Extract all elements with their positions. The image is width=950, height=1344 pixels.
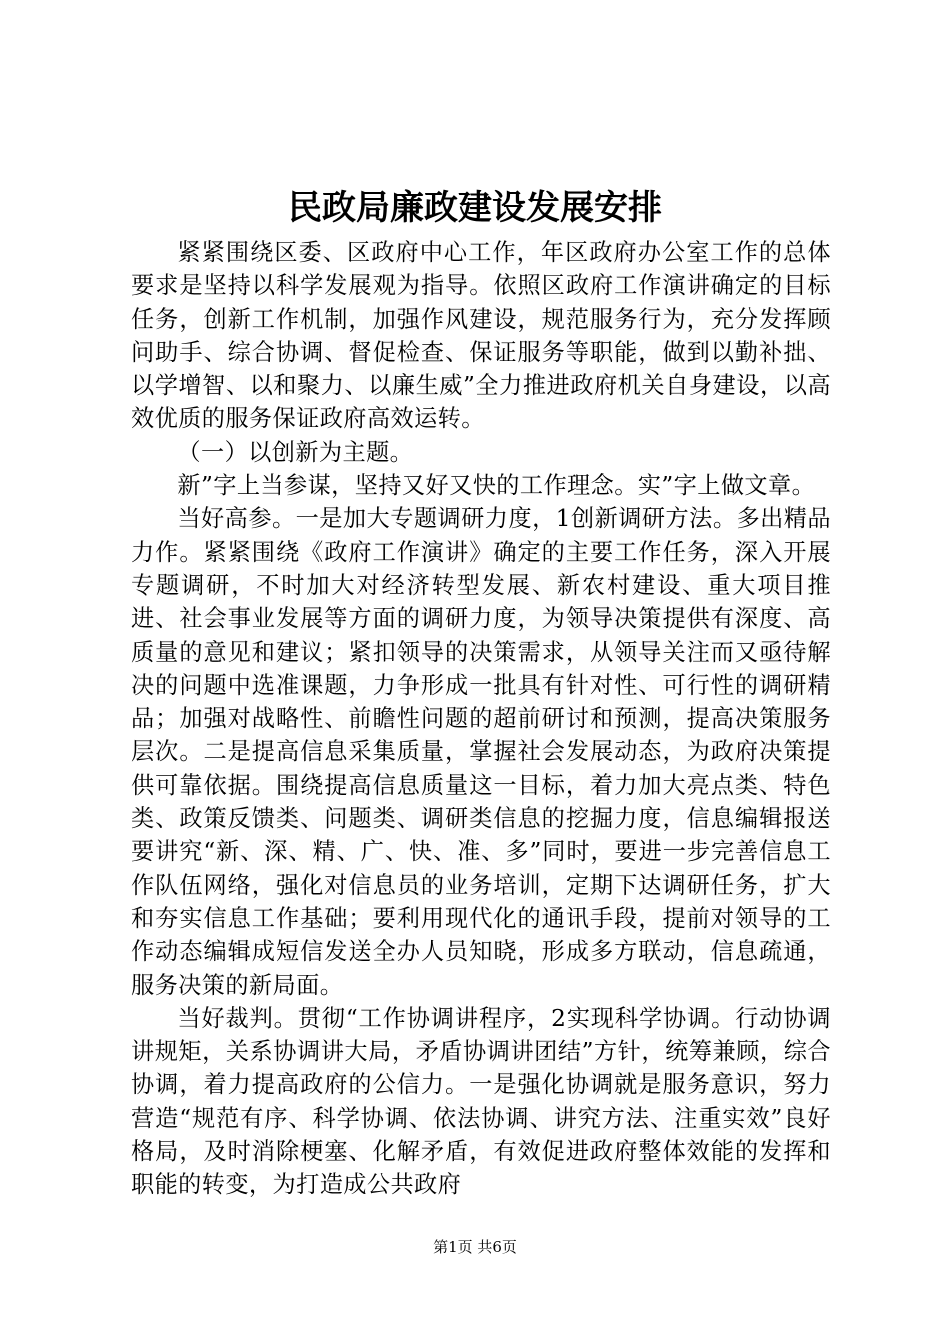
paragraph-intro: 紧紧围绕区委、区政府中心工作，年区政府办公室工作的总体要求是坚持以科学发展观为指导。依照区政府工作演讲确定的目标任务，创新工作机制，加强作风建设，规范服务行为，充分发挥顾问助手、综合协调、督促检查、保证服务等职能，做到以勤补拙、以学增智、以和聚力、以廉生威”全力推进政府机关自身建设，以高效优质的服务保证政府高效运转。 — [131, 239, 831, 433]
document-title: 民政局廉政建设发展安排 — [288, 188, 662, 228]
paragraph-referee: 当好裁判。贯彻“工作协调讲程序，2实现科学协调。行动协调讲规矩，关系协调讲大局，矛盾协调讲团结”方针，统筹兼顾，综合协调，着力提高政府的公信力。一是强化协调就是服务意识，努力营造“规范有序、科学协调、依法协调、讲究方法、注重实效”良好格局，及时消除梗塞、化解矛盾，有效促进政府整体效能的发挥和职能的转变，为打造成公共政府 — [131, 1004, 831, 1199]
document-body — [131, 236, 831, 1202]
paragraph-summary: 新”字上当参谋，坚持又好又快的工作理念。实”字上做文章。 — [177, 472, 816, 500]
paragraph-section-heading: （一）以创新为主题。 — [177, 438, 414, 466]
page-footer: 第1页 共6页 — [433, 1238, 517, 1256]
paragraph-advisor: 当好高参。一是加大专题调研力度，1创新调研方法。多出精品力作。紧紧围绕《政府工作演讲》确定的主要工作任务，深入开展专题调研，不时加大对经济转型发展、新农村建设、重大项目推进、社会事业发展等方面的调研力度，为领导决策提供有深度、高质量的意见和建议；紧扣领导的决策需求，从领导关注而又亟待解决的问题中选准课题，力争形成一批具有针对性、可行性的调研精品；加强对战略性、前瞻性问题的超前研讨和预测，提高决策服务层次。二是提高信息采集质量，掌握社会发展动态，为政府决策提供可靠依据。围绕提高信息质量这一目标，着力加大亮点类、特色类、政策反馈类、问题类、调研类信息的挖掘力度，信息编辑报送要讲究“新、深、精、广、快、准、多”同时，要进一步完善信息工作队伍网络，强化对信息员的业务培训，定期下达调研任务，扩大和夯实信息工作基础；要利用现代化的通讯手段，提前对领导的工作动态编辑成短信发送全办人员知晓，形成多方联动，信息疏通，服务决策的新局面。 — [131, 505, 831, 999]
